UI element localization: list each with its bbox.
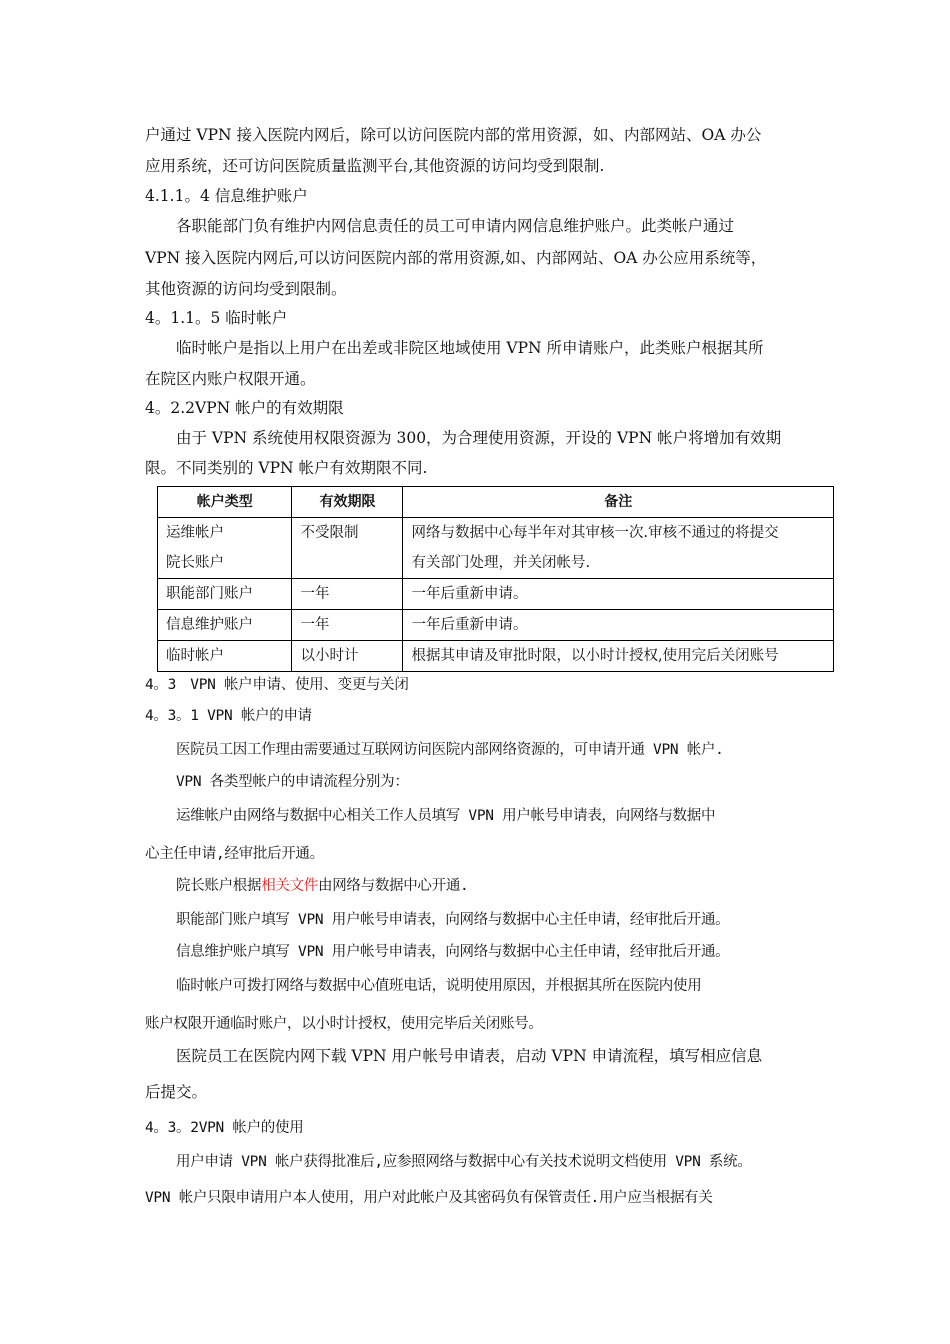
paragraph-line: VPN 各类型帐户的申请流程分别为： [176,774,409,790]
table-cell: 不受限制 [292,518,403,579]
column-header: 帐户类型 [158,487,292,518]
paragraph-line: 医院员工在医院内网下载 VPN 用户帐号申请表，启动 VPN 申请流程，填写相应信息 [176,1047,763,1065]
paragraph-line: 各职能部门负有维护内网信息责任的员工可申请内网信息维护账户。此类帐户通过 [176,217,735,235]
table-cell: 信息维护账户 [158,610,292,641]
paragraph-line: 应用系统，还可访问医院质量监测平台,其他资源的访问均受到限制. [145,157,605,175]
column-header: 备注 [403,487,834,518]
text-run: 院长账户根据 [176,878,262,894]
section-heading-4-1-1-4: 4.1.1。4 信息维护账户 [145,187,308,205]
section-heading-4-2-2: 4。2.2VPN 帐户的有效期限 [145,399,344,417]
section-heading-4-3: 4。3 VPN 帐户申请、使用、变更与关闭 [145,677,409,693]
section-heading-4-3-1: 4。3。1 VPN 帐户的申请 [145,708,312,724]
cell-text: 有关部门处理，并关闭帐号. [411,555,591,571]
paragraph-line: 运维帐户由网络与数据中心相关工作人员填写 VPN 用户帐号申请表，向网络与数据中 [176,808,716,824]
cell-text: 运维帐户 [166,525,224,541]
paragraph-line: VPN 接入医院内网后,可以访问医院内部的常用资源,如、内部网站、OA 办公应用系统等， [145,249,767,267]
table-cell: 一年 [292,610,403,641]
table-cell: 以小时计 [292,641,403,672]
table-row [158,518,834,579]
table-row [158,641,834,672]
cell-text: 院长账户 [166,555,224,571]
table-header-row [158,487,834,518]
table-row [158,610,834,641]
paragraph-line [176,876,468,896]
paragraph-line: 心主任申请,经审批后开通。 [145,846,324,862]
text-run: 由网络与数据中心开通. [318,878,469,894]
paragraph-line: 其他资源的访问均受到限制。 [145,280,347,298]
column-header: 有效期限 [292,487,403,518]
paragraph-line: 用户申请 VPN 帐户获得批准后,应参照网络与数据中心有关技术说明文档使用 VPN 系统。 [176,1154,752,1170]
table-cell: 职能部门账户 [158,579,292,610]
table-cell [158,518,292,579]
section-heading-4-3-2: 4。3。2VPN 帐户的使用 [145,1120,304,1136]
paragraph-line: 由于 VPN 系统使用权限资源为 300，为合理使用资源，开设的 VPN 帐户将增加有效期 [176,429,782,447]
table-row [158,579,834,610]
paragraph-line: 医院员工因工作理由需要通过互联网访问医院内部网络资源的，可申请开通 VPN 帐户. [176,742,724,758]
paragraph-line: 后提交。 [145,1083,208,1101]
table-cell: 一年后重新申请。 [403,610,834,641]
paragraph-line: 临时帐户是指以上用户在出差或非院区地域使用 VPN 所申请账户，此类账户根据其所 [176,339,764,357]
table-cell: 一年 [292,579,403,610]
related-documents-link[interactable]: 相关文件 [261,878,319,894]
paragraph-line: 临时帐户可拨打网络与数据中心值班电话，说明使用原因，并根据其所在医院内使用 [176,978,702,994]
paragraph-line: 信息维护账户填写 VPN 用户帐号申请表，向网络与数据中心主任申请，经审批后开通。 [176,944,730,960]
cell-text: 网络与数据中心每半年对其审核一次.审核不通过的将提交 [411,525,779,541]
table-cell: 临时帐户 [158,641,292,672]
table-cell [403,518,834,579]
vpn-validity-table [157,486,834,672]
table-cell: 根据其申请及审批时限，以小时计授权,使用完后关闭账号 [403,641,834,672]
paragraph-line: VPN 帐户只限申请用户本人使用，用户对此帐户及其密码负有保管责任.用户应当根据有关 [145,1190,713,1206]
section-heading-4-1-1-5: 4。1.1。5 临时帐户 [145,309,288,327]
table-cell: 一年后重新申请。 [403,579,834,610]
paragraph-line: 户通过 VPN 接入医院内网后，除可以访问医院内部的常用资源，如、内部网站、OA 办公 [145,126,762,144]
paragraph-line: 账户权限开通临时账户，以小时计授权，使用完毕后关闭账号。 [145,1016,543,1032]
paragraph-line: 职能部门账户填写 VPN 用户帐号申请表，向网络与数据中心主任申请，经审批后开通。 [176,912,730,928]
paragraph-line: 限。不同类别的 VPN 帐户有效期限不同. [145,459,428,477]
paragraph-line: 在院区内账户权限开通。 [145,370,316,388]
